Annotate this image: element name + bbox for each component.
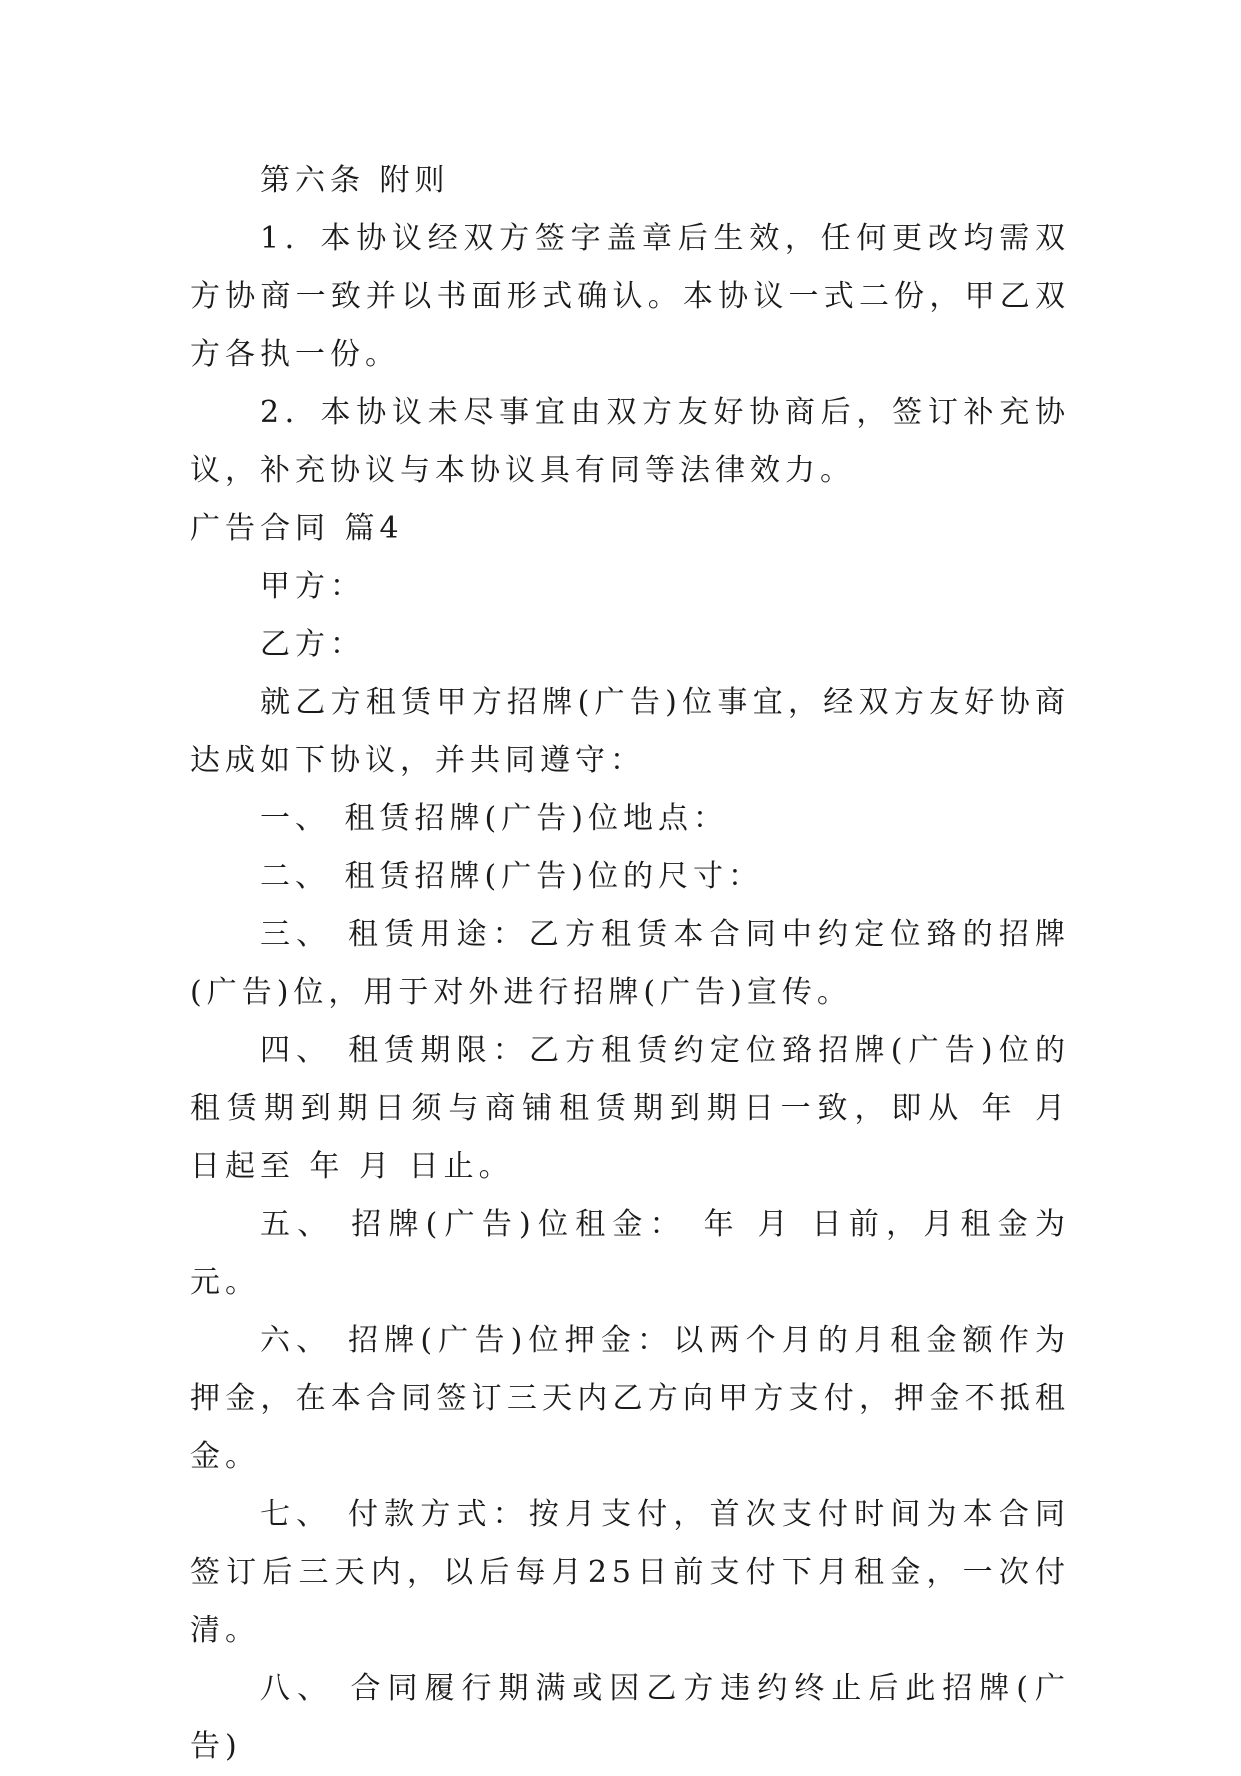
clause-paragraph: 六、 招牌(广告)位押金：以两个月的月租金额作为押金，在本合同签订三天内乙方向甲方支付，押金不抵租金。 <box>190 1323 1070 1474</box>
preamble-paragraph: 就乙方租赁甲方招牌(广告)位事宜，经双方友好协商达成如下协议，并共同遵守： <box>190 685 1070 778</box>
clause-paragraph: 2．本协议未尽事宜由双方友好协商后，签订补充协议，补充协议与本协议具有同等法律效力。 <box>190 395 1070 488</box>
clause-paragraph: 八、 合同履行期满或因乙方违约终止后此招牌(广告) <box>190 1671 1070 1764</box>
clause-paragraph: 七、 付款方式：按月支付，首次支付时间为本合同签订后三天内，以后每月25日前支付下月租金，一次付清。 <box>190 1497 1070 1648</box>
clause-paragraph: 四、 租赁期限：乙方租赁约定位臵招牌(广告)位的租赁期到期日须与商铺租赁期到期日一致，即从 年 月 日起至 年 月 日止。 <box>190 1033 1085 1184</box>
clause-paragraph: 三、 租赁用途：乙方租赁本合同中约定位臵的招牌(广告)位，用于对外进行招牌(广告)宣传。 <box>190 917 1070 1010</box>
section-heading-appendix: 第六条 附则 <box>260 163 450 198</box>
clause-paragraph: 1．本协议经双方签字盖章后生效，任何更改均需双方协商一致并以书面形式确认。本协议一式二份，甲乙双方各执一份。 <box>190 221 1070 372</box>
contract-title: 广告合同 篇4 <box>190 511 404 546</box>
clause-paragraph: 二、 租赁招牌(广告)位的尺寸： <box>260 859 763 894</box>
party-b-line: 乙方： <box>260 627 365 662</box>
clause-paragraph: 五、 招牌(广告)位租金： 年 月 日前，月租金为 元。 <box>190 1207 1085 1300</box>
document-body <box>190 152 1085 1776</box>
party-a-line: 甲方： <box>260 569 365 604</box>
clause-paragraph: 一、 租赁招牌(广告)位地点： <box>260 801 728 836</box>
